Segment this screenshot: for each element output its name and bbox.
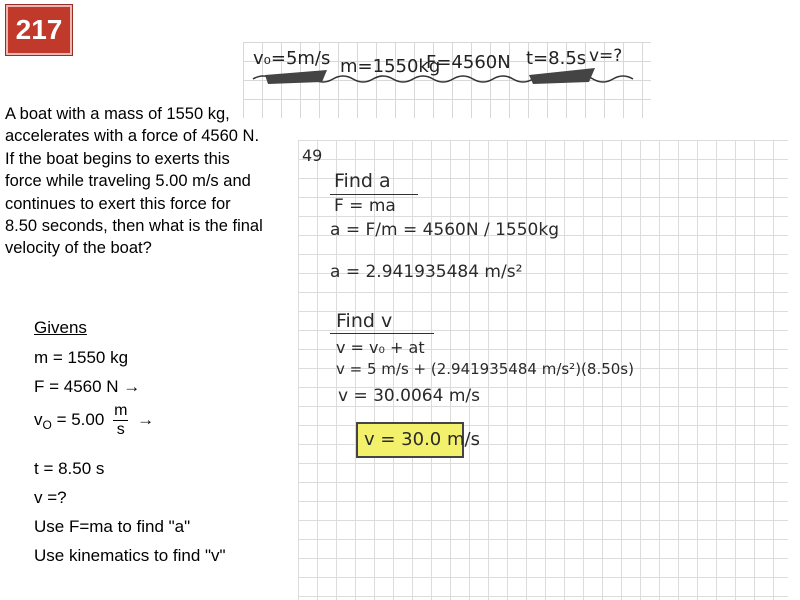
v0-unit: $\frac{m}{s}$ <box>114 402 128 438</box>
given-mass: m = 1550 kg <box>34 348 129 367</box>
problem-statement: A boat with a mass of 1550 kg, accelerates with a force of 4560 N. If the boat begins to exerts this force while traveling 5.00 m/s and continues to exert this force for 8.50 seconds, then what is the final velocity of the boat? <box>5 105 263 258</box>
velocity-substitution: v = 5 m/s + (2.941935484 m/s²)(8.50s) <box>336 360 634 378</box>
v0-value: = 5.00 <box>56 409 105 429</box>
boat-start-icon <box>265 70 327 84</box>
v0-symbol: $v_O$ <box>34 409 52 432</box>
hint-find-a: Use F=ma to find "a" <box>34 517 191 536</box>
page-number: 49 <box>302 146 323 165</box>
find-a-underline <box>330 194 418 195</box>
sketch-mass: m=1550kg <box>340 56 441 77</box>
acceleration-formula: a = F/m = 4560N / 1550kg <box>330 220 560 240</box>
given-force: F = 4560 N → <box>34 377 141 396</box>
velocity-raw-result: v = 30.0064 m/s <box>338 386 480 406</box>
givens-title: Givens <box>34 318 87 337</box>
hint-find-v: Use kinematics to find "v" <box>34 546 226 565</box>
header-sketch <box>243 42 651 118</box>
kinematics-equation: v = v₀ + at <box>336 338 425 357</box>
boat-end-icon <box>529 68 595 84</box>
sketch-v: v=? <box>589 46 623 66</box>
find-v-heading: Find v <box>336 310 393 332</box>
final-answer: v = 30.0 m/s <box>364 429 480 450</box>
sketch-v0: v₀=5m/s <box>253 48 331 69</box>
find-a-heading: Find a <box>334 170 391 192</box>
newton-second-law: F = ma <box>334 196 396 216</box>
sketch-force: F=4560N <box>426 52 511 73</box>
slide-number-badge: 217 <box>6 5 72 55</box>
find-v-underline <box>330 333 434 334</box>
acceleration-result: a = 2.941935484 m/s² <box>330 262 523 282</box>
handwritten-work <box>298 140 788 600</box>
given-final-velocity: v =? <box>34 488 67 507</box>
v0-arrow: → <box>137 409 155 429</box>
given-initial-velocity <box>34 402 154 439</box>
final-answer-highlight <box>356 422 480 458</box>
given-time: t = 8.50 s <box>34 459 105 478</box>
sketch-time: t=8.5s <box>526 48 587 69</box>
